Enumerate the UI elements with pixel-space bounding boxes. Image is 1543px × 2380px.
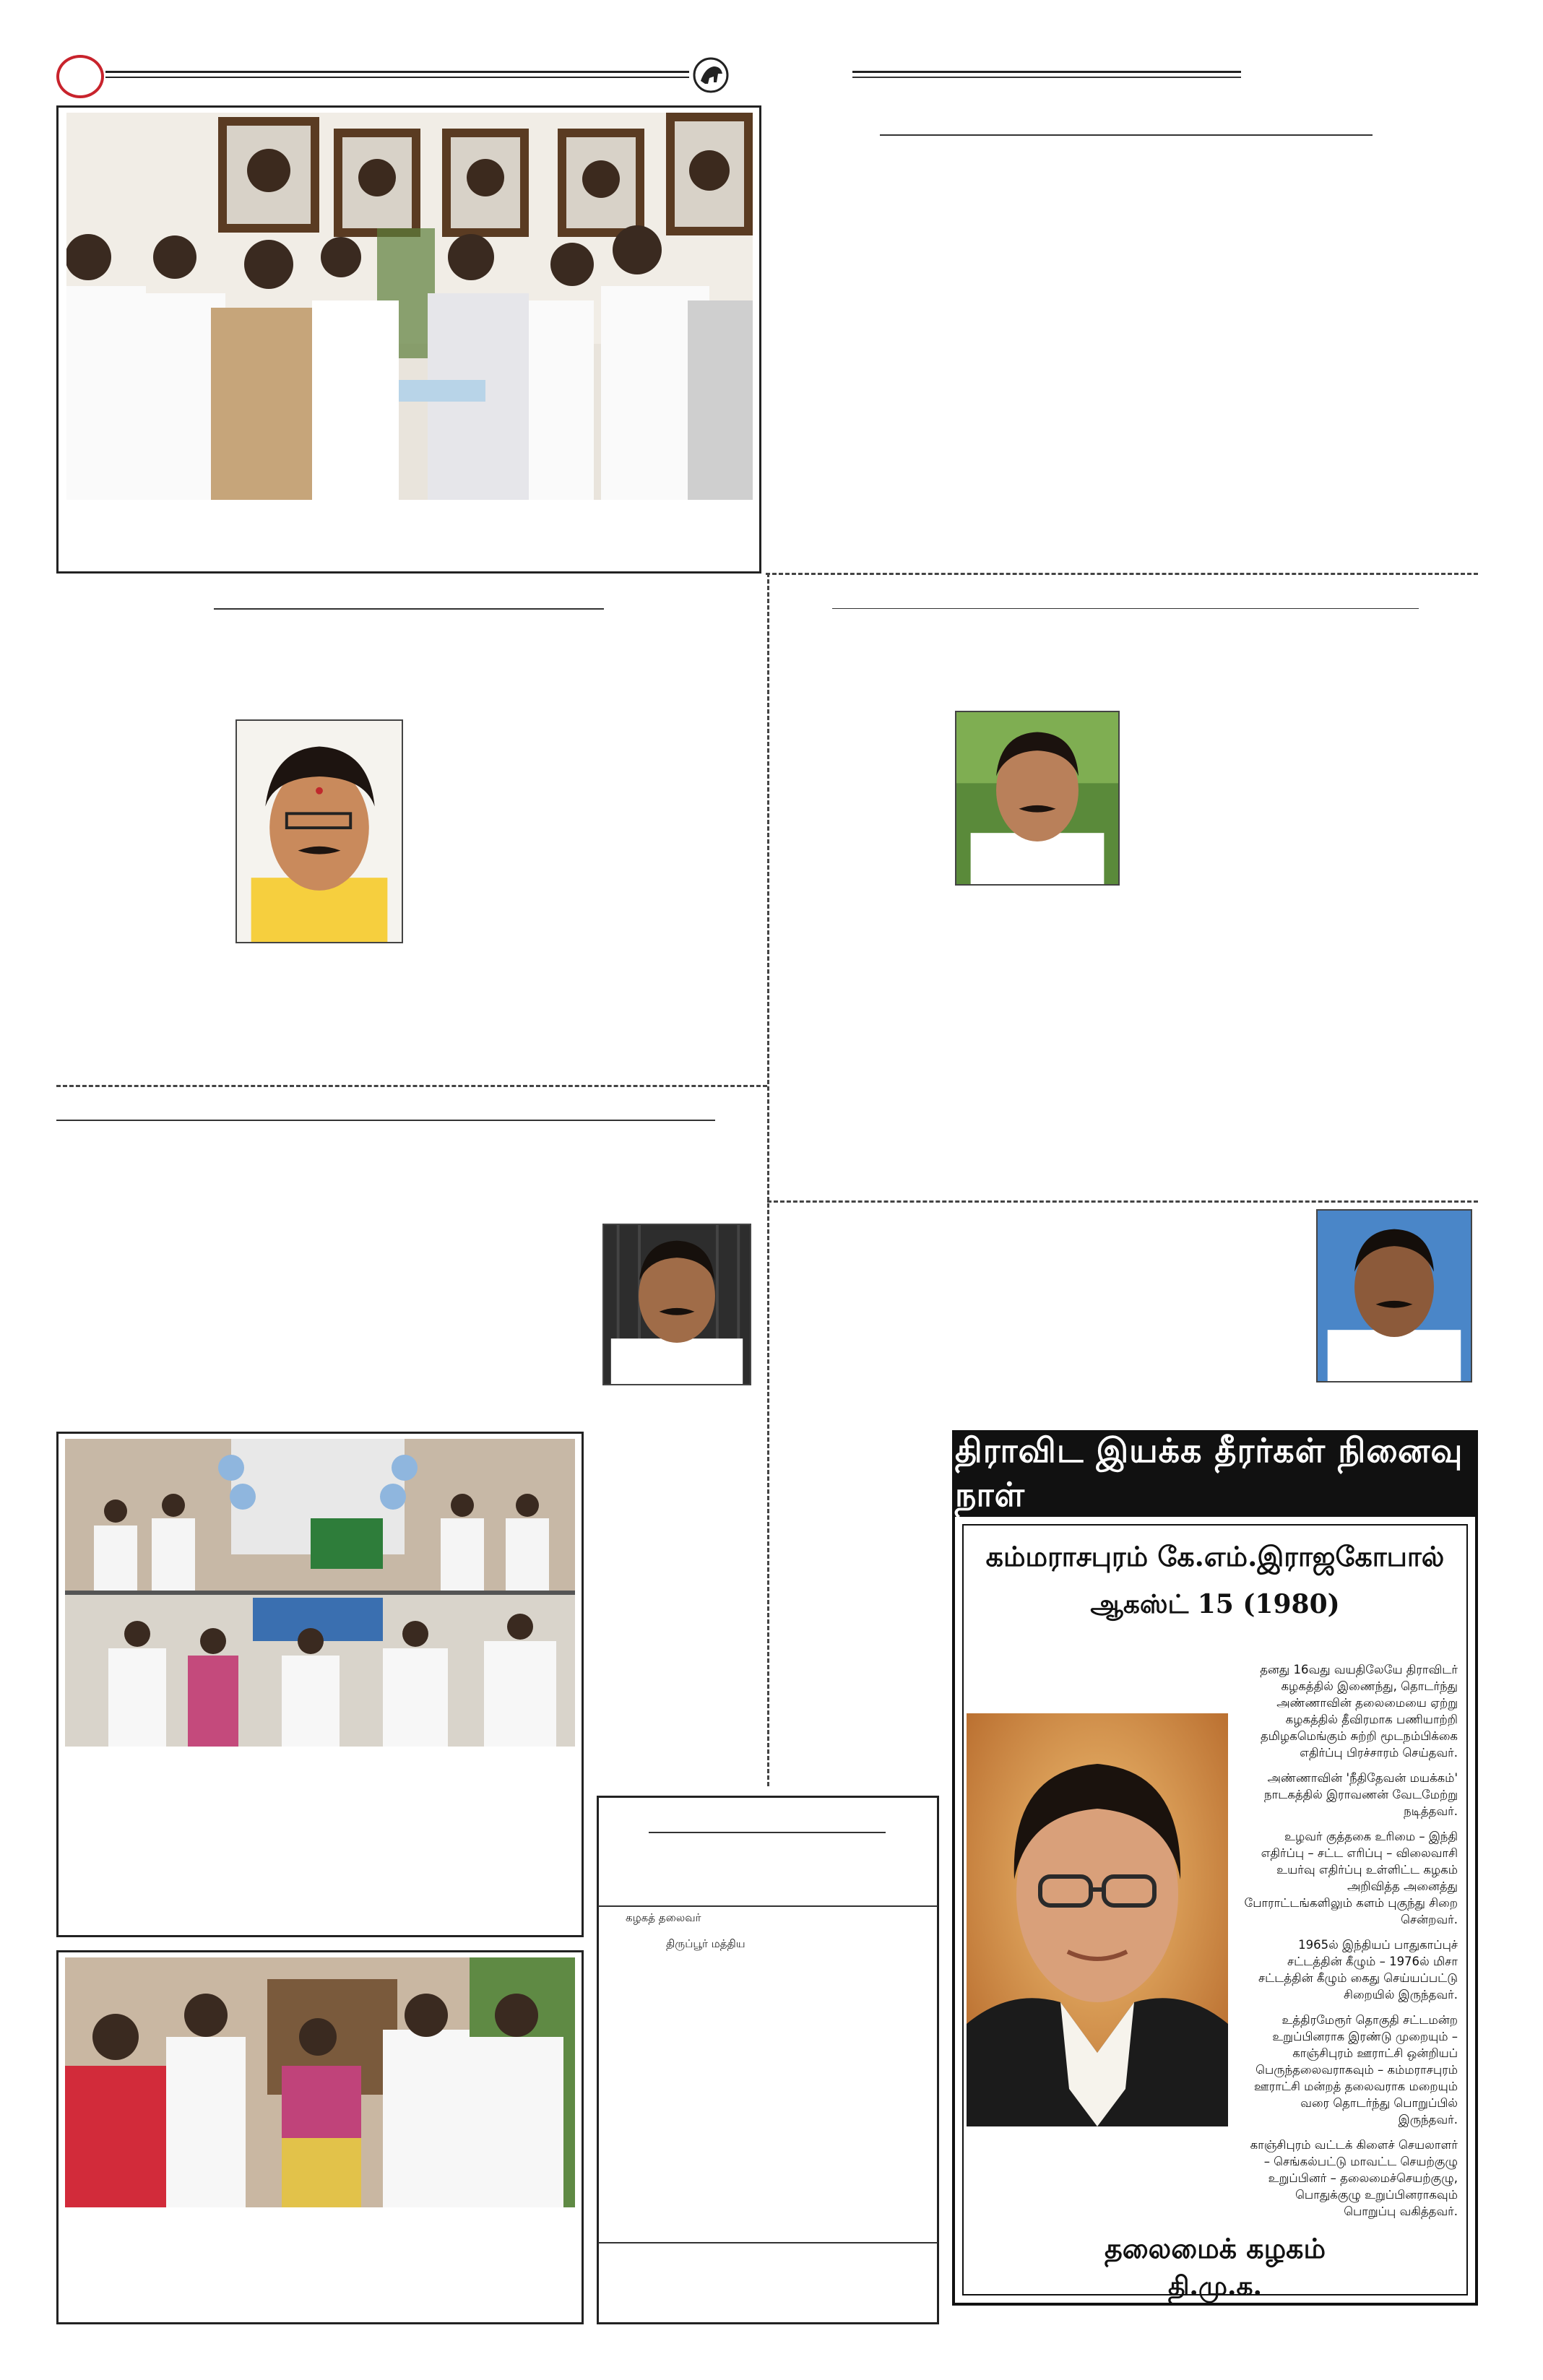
portrait-white-shirt-2 [602,1224,751,1385]
memorial-footer-party: தி.மு.க. [1167,2271,1263,2301]
memorial-name: கம்மராசபுரம் கே.எம்.இராஜகோபால் [985,1540,1445,1572]
divider-top [766,573,1478,575]
notice-box-headline-rule [649,1832,886,1833]
memorial-bio-paragraph: உழவர் குத்தகை உரிமை – இந்தி எதிர்ப்பு – சட்ட எரிப்பு – விலைவாசி உயர்வு எதிர்ப்பு உள்ளிட்ட கழகம் அறிவித்த அனைத்து போராட்டங்களிலும் களம் புகுந்து சிறை சென்றவர். [1244,1830,1458,1926]
article-headline-rule-1 [880,134,1373,136]
memorial-banner: திராவிட இயக்க தீரர்கள் நினைவு நாள் [955,1433,1475,1517]
notice-box [597,1796,939,2324]
header-rule-left [105,71,689,73]
memorial-bio-paragraph: காஞ்சிபுரம் வட்டக் கிளைச் செயலாளர் – செங்கல்பட்டு மாவட்ட செயற்குழு உறுப்பினர் – தலைமைச்செயற்குழு, பொதுக்குழு உறுப்பினராகவும் பொறுப்பு வகித்தவர். [1250,2138,1458,2218]
memorial-bio-paragraph: அண்ணாவின் 'நீதிதேவன் மயக்கம்' நாடகத்தில் இராவணன் வேடமேற்று நடித்தவர். [1264,1771,1458,1818]
memorial-bio-paragraph: 1965ல் இந்தியப் பாதுகாப்புச் சட்டத்தின் கீழும் – 1976ல் மிசா சட்டத்தின் கீழும் கைது செய்யப்பட்டு சிறையில் இருந்தவர். [1258,1938,1458,2002]
portrait-white-shirt-1 [955,711,1120,886]
header-rule-left-2 [105,77,689,78]
page-marker-circle [56,55,104,98]
header-rule-right-2 [852,77,1241,78]
memorial-biography [1241,1661,1458,2228]
article-headline-rule-3 [832,608,1419,609]
article-headline-rule-4 [56,1120,715,1121]
notice-box-divider-2 [598,2242,938,2243]
memorial-bio-paragraph: உத்திரமேரூர் தொகுதி சட்டமன்ற உறுப்பினராக இரண்டு முறையும் – காஞ்சிபுரம் ஊராட்சி ஒன்றியப் பெருந்தலைவராகவும் – கம்மராசபுரம் ஊராட்சி மன்றத் தலைவராக மறையும் வரை தொடர்ந்து பொறுப்பில் இருந்தவர். [1253,2013,1458,2126]
memorial-notice [952,1430,1478,2306]
notice-box-divider-1 [598,1905,938,1907]
divider-center-vertical [767,573,769,1786]
divider-right-middle [767,1200,1478,1203]
portrait-yellow-shirt [235,719,403,943]
memorial-date: ஆகஸ்ட் 15 (1980) [1090,1589,1340,1619]
notice-box-line-1: கழகத் தலைவர் [626,1911,701,1924]
event-photo-welfare-aid [65,1957,575,2207]
rising-sun-emblem-icon [692,56,730,94]
memorial-bio-paragraph: தனது 16வது வயதிலேயே திராவிடர் கழகத்தில் இணைந்து, தொடர்ந்து அண்ணாவின் தலைமையை ஏற்று கழகத்தில் தீவிரமாக பணியாற்றி தமிழகமெங்கும் சுற்றி மூடநம்பிக்கை எதிர்ப்பு பிரச்சாரம் செய்தவர். [1260,1663,1458,1760]
memorial-portrait [967,1713,1228,2126]
group-handover-photo [66,113,753,500]
header-rule-right [852,71,1241,73]
event-photo-vehicle-launch [65,1439,575,1747]
article-headline-rule-2 [214,608,604,610]
notice-box-line-2: திருப்பூர் மத்திய [666,1937,745,1950]
portrait-white-shirt-3 [1316,1209,1472,1382]
memorial-footer-org: தலைமைக் கழகம் [1104,2232,1326,2264]
divider-left-middle [56,1085,767,1087]
